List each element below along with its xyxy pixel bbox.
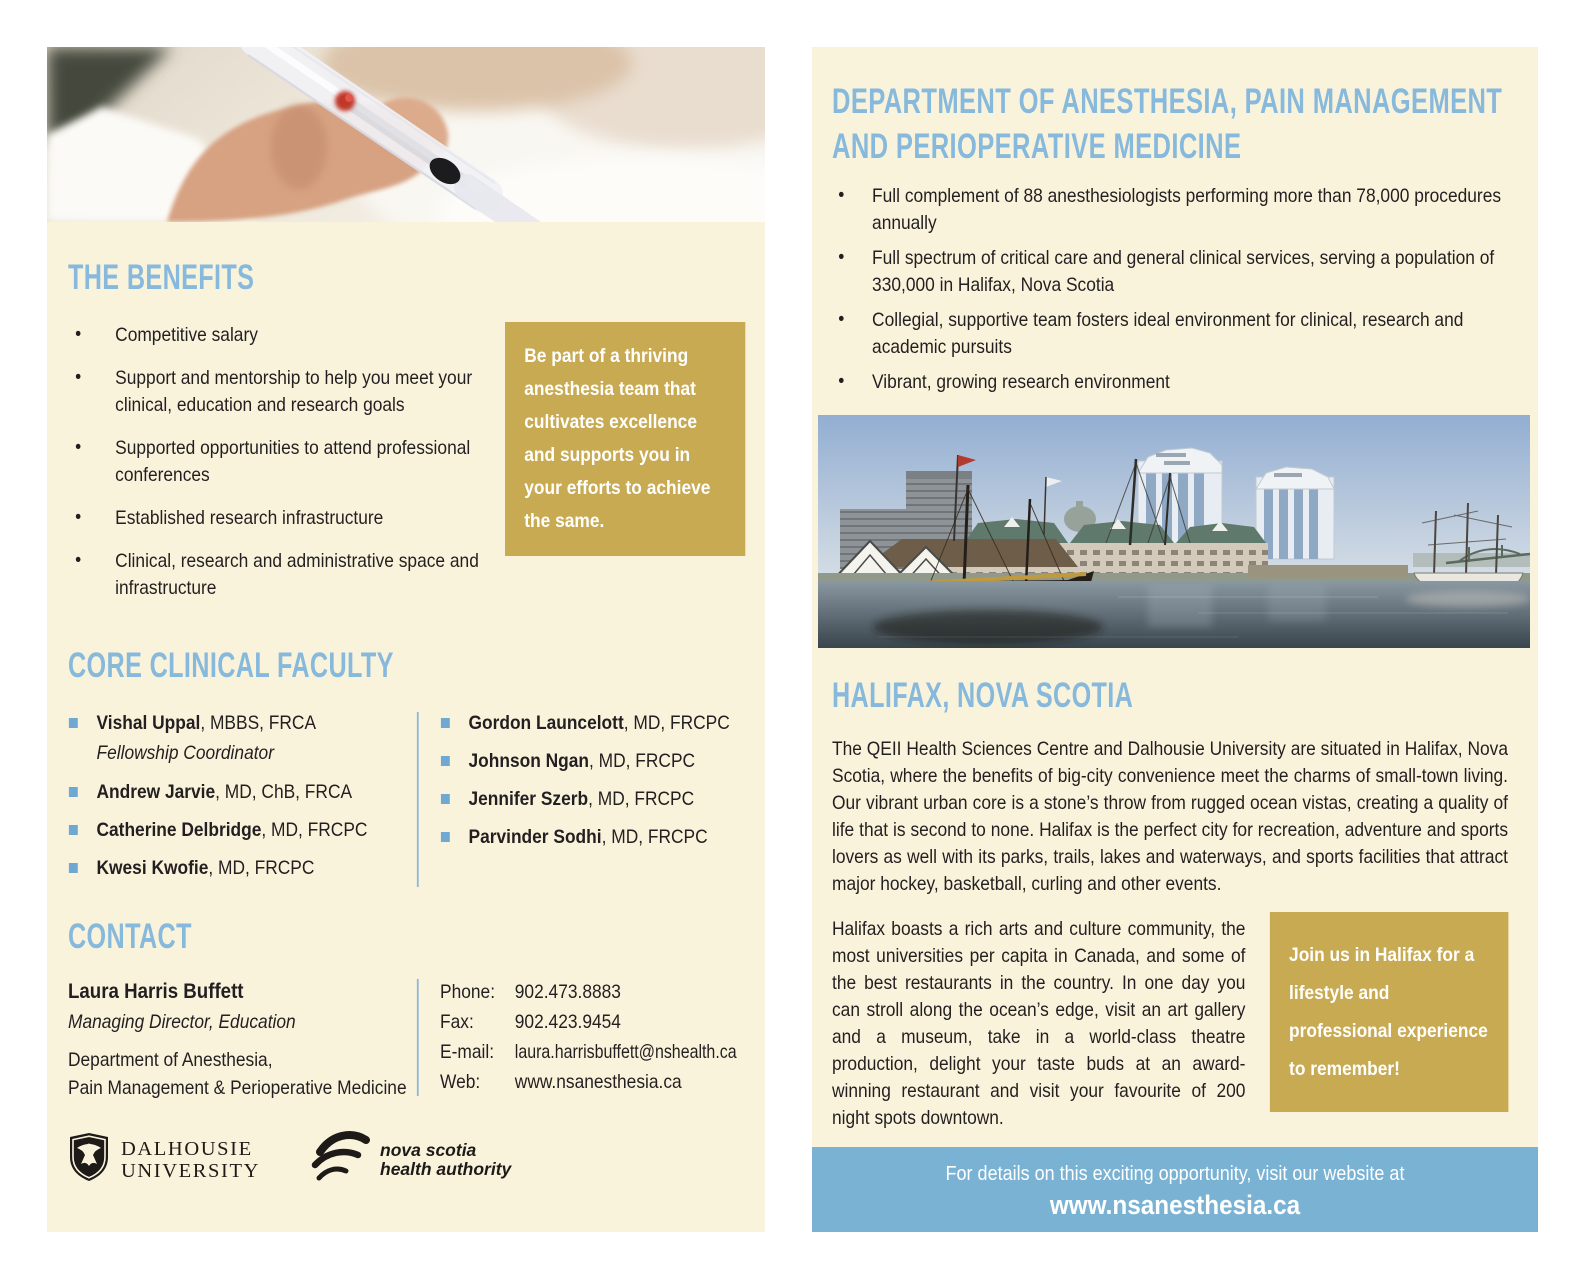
website-link[interactable]: www.nsanesthesia.ca [514,1071,682,1093]
dalhousie-wordmark-line1: DALHOUSIE [121,1137,253,1160]
square-bullet-icon [441,832,450,842]
contact-row-email: E-mail: laura.harrisbuffett@nshealth.ca [440,1037,756,1067]
nsha-wave-icon [308,1128,374,1191]
bullet-icon: • [75,366,82,388]
syringe-photo [47,47,765,222]
faculty-item: Gordon Launcelott, MD, FRCPC [440,710,745,737]
partner-logos [68,1128,745,1191]
halifax-waterfront-photo [818,415,1530,648]
faculty-item: Parvinder Sodhi, MD, FRCPC [440,824,745,851]
department-title: DEPARTMENT OF ANESTHESIA, PAIN MANAGEMENT AND PERIOPERATIVE MEDICINE [832,82,1503,166]
bullet-icon: • [838,246,845,268]
square-bullet-icon [441,756,450,766]
list-item: • Established research infrastructure [75,506,384,529]
bullet-icon: • [75,549,82,571]
faculty-columns [68,710,745,893]
square-bullet-icon [441,718,450,728]
dalhousie-wordmark-line2: UNIVERSITY [121,1159,260,1182]
list-item: • Clinical, research and administrative space and infrastructure [75,549,479,599]
contact-dept-line2: Pain Management & Perioperative Medicine [68,1077,407,1099]
square-bullet-icon [441,794,450,804]
join-us-callout: Join us in Halifax for a lifestyle and professional experience to remember! [1269,912,1508,1112]
list-item: • Competitive salary [75,323,258,346]
halifax-paragraph-1: The QEII Health Sciences Centre and Dalhousie University are situated in Halifax, Nova Scotia, where the benefits of big-city convenience meet the charms of small-town living. Our vibrant urban core is a stone’s throw from rugged ocean vistas, creating a quality of life that is second to none. Halifax is the perfect city for recreation, adventure and sports lovers as well with its parks, trails, lakes and waterways, and sports facilities that attract major hockey, basketball, curling and other events. [832,738,1508,895]
thriving-team-callout: Be part of a thriving anesthesia team that cultivates excellence and supports you in your efforts to achieve the same. [505,322,745,556]
fax-value: 902.423.9454 [514,1011,621,1033]
list-item: • Support and mentorship to help you meet your clinical, education and research goals [75,366,473,416]
contact-person [68,977,417,1102]
faculty-item: Andrew Jarvie, MD, ChB, FRCA [68,779,417,806]
halifax-paragraph-2: Halifax boasts a rich arts and culture community, the most universities per capita in Canada, and some of the best restaurants in the country. In one day you can stroll along the ocean’s edge, visit an art gallery and a museum, take in a world-class theatre production, delight your taste buds at an award-winning restaurant and visit your favourite of 200 night spots downtown. [832,918,1246,1129]
faculty-item: Vishal Uppal, MBBS, FRCA [68,710,417,737]
nsha-logo [308,1128,511,1191]
halifax-paragraph-2-block [832,916,1508,1132]
benefits-title: THE BENEFITS [68,258,255,297]
list-item: • Supported opportunities to attend professional conferences [75,436,471,486]
faculty-item: Jennifer Szerb, MD, FRCPC [440,786,745,813]
contact-row-phone: Phone: 902.473.8883 [440,977,756,1007]
square-bullet-icon [69,787,78,797]
department-bullets [832,183,1508,396]
right-panel [812,47,1538,1232]
faculty-column-1 [68,710,417,893]
faculty-title: CORE CLINICAL FACULTY [68,646,394,685]
square-bullet-icon [69,863,78,873]
dalhousie-university-logo [68,1132,260,1187]
contact-dept-line1: Department of Anesthesia, [68,1049,273,1071]
contact-details [419,977,756,1102]
bullet-icon: • [75,506,82,528]
faculty-note: Fellowship Coordinator [96,742,274,764]
email-link[interactable]: laura.harrisbuffett@nshealth.ca [514,1041,737,1063]
list-item: • Full spectrum of critical care and general clinical services, serving a population of 330,000 in Halifax, Nova Scotia [838,246,1495,296]
faculty-column-2 [419,710,745,893]
list-item: • Vibrant, growing research environment [838,370,1170,393]
left-panel [47,47,765,1232]
bullet-icon: • [75,436,82,458]
contact-title: CONTACT [68,917,192,956]
phone-value: 902.473.8883 [514,981,621,1003]
bullet-icon: • [838,184,845,206]
contact-row-fax: Fax: 902.423.9454 [440,1007,756,1037]
contact-row-web: Web: www.nsanesthesia.ca [440,1067,756,1097]
bullet-icon: • [838,308,845,330]
contact-name: Laura Harris Buffett [68,980,244,1003]
benefits-list [68,322,480,618]
footer-website-link[interactable]: www.nsanesthesia.ca [1049,1190,1301,1220]
faculty-item: Catherine Delbridge, MD, FRCPC [68,817,417,844]
faculty-item: Johnson Ngan, MD, FRCPC [440,748,745,775]
nsha-wordmark-line2: health authority [380,1158,512,1179]
footer-banner [812,1147,1538,1232]
footer-text: For details on this exciting opportunity, visit our website at [945,1163,1405,1185]
faculty-item: Kwesi Kwofie, MD, FRCPC [68,855,417,882]
list-item: • Collegial, supportive team fosters ideal environment for clinical, research and academic pursuits [838,308,1464,358]
nsha-wordmark-line1: nova scotia [380,1139,477,1160]
contact-role: Managing Director, Education [68,1011,296,1033]
list-item: • Full complement of 88 anesthesiologists performing more than 78,000 procedures annually [838,184,1502,234]
bullet-icon: • [75,323,82,345]
contact-block [68,977,745,1102]
square-bullet-icon [69,825,78,835]
halifax-title: HALIFAX, NOVA SCOTIA [832,676,1134,715]
square-bullet-icon [69,718,78,728]
bullet-icon: • [838,370,845,392]
dalhousie-shield-icon [68,1132,110,1187]
